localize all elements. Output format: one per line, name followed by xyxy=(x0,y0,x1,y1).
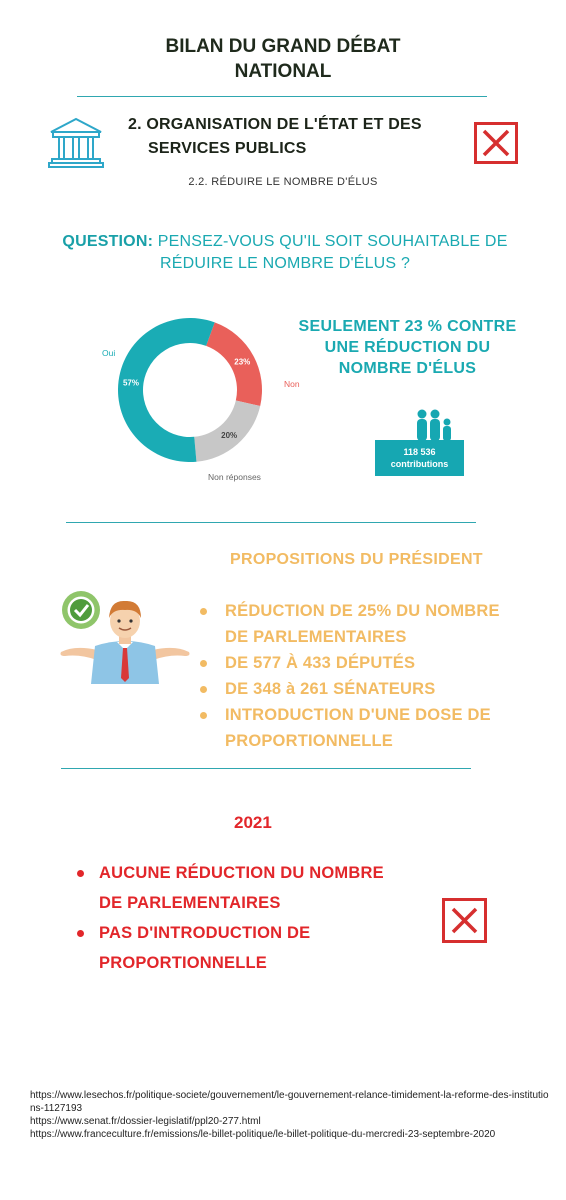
contributions-badge xyxy=(375,440,464,476)
contributions-count: 118 536 xyxy=(403,447,436,457)
cross-box-icon xyxy=(474,122,518,164)
source-link[interactable]: https://www.lesechos.fr/politique-societe/gouvernement/le-gouvernement-relance-timidement-la-reforme-des-institutions-1127193 xyxy=(30,1090,549,1114)
chart-category-label: Oui xyxy=(102,348,116,358)
president-proposals-list xyxy=(200,598,500,754)
chart-category-label: Non réponses xyxy=(208,472,261,482)
section-title-line1: 2. ORGANISATION DE L'ÉTAT ET DES xyxy=(128,116,422,133)
section-subtitle: 2.2. RÉDUIRE LE NOMBRE D'ÉLUS xyxy=(188,176,378,188)
list-item: RÉDUCTION DE 25% DU NOMBRE DE PARLEMENTAIRES xyxy=(200,598,500,650)
government-building-icon xyxy=(47,117,105,169)
result-year: 2021 xyxy=(234,813,272,832)
approving-man-icon xyxy=(55,590,195,690)
bullet-icon xyxy=(200,660,207,667)
list-item: PAS D'INTRODUCTION DE PROPORTIONNELLE xyxy=(77,918,384,978)
list-item: DE 348 à 261 SÉNATEURS xyxy=(200,676,500,702)
page-title xyxy=(0,34,566,84)
highlight-line1: SEULEMENT 23 % CONTRE xyxy=(298,318,517,335)
chart-category-label: Non xyxy=(284,379,300,389)
divider xyxy=(66,522,476,523)
list-item: DE 577 À 433 DÉPUTÉS xyxy=(200,650,500,676)
question-label: QUESTION: xyxy=(62,233,154,250)
sources xyxy=(30,1089,550,1141)
bullet-icon xyxy=(200,686,207,693)
question-text-line1: PENSEZ-VOUS QU'IL SOIT SOUHAITABLE DE xyxy=(153,233,508,250)
bullet-icon xyxy=(200,712,207,719)
bullet-icon xyxy=(200,608,207,615)
list-item: AUCUNE RÉDUCTION DU NOMBRE DE PARLEMENTAIRES xyxy=(77,858,384,918)
page-title-line1: BILAN DU GRAND DÉBAT xyxy=(165,36,401,57)
source-link[interactable]: https://www.senat.fr/dossier-legislatif/ppl20-277.html xyxy=(30,1116,261,1127)
cross-icon xyxy=(445,901,484,940)
source-link[interactable]: https://www.franceculture.fr/emissions/le-billet-politique/le-billet-politique-du-mercredi-23-septembre-2020 xyxy=(30,1129,496,1140)
section-title-line2: SERVICES PUBLICS xyxy=(148,140,307,157)
people-icon xyxy=(412,409,456,441)
page-title-line2: NATIONAL xyxy=(234,61,332,82)
question-line1 xyxy=(40,231,530,253)
result-list xyxy=(77,858,384,978)
chart-value-label-non-reponses: 20% xyxy=(221,430,238,440)
divider xyxy=(77,96,487,97)
donut-chart xyxy=(90,305,300,485)
bullet-icon xyxy=(77,930,84,937)
cross-box-icon xyxy=(442,898,487,943)
highlight-statement xyxy=(290,316,525,379)
chart-value-label-non: 23% xyxy=(234,357,251,367)
chart-value-label-oui: 57% xyxy=(122,378,140,388)
bullet-icon xyxy=(77,870,84,877)
section-title xyxy=(128,113,458,161)
question-text-line2: RÉDUIRE LE NOMBRE D'ÉLUS ? xyxy=(159,255,411,272)
list-item: INTRODUCTION D'UNE DOSE DE PROPORTIONNELLE xyxy=(200,702,500,754)
highlight-line3: NOMBRE D'ÉLUS xyxy=(338,360,477,377)
question xyxy=(40,231,530,275)
divider xyxy=(61,768,471,769)
highlight-line2: UNE RÉDUCTION DU xyxy=(324,339,491,356)
contributions-label: contributions xyxy=(390,459,449,469)
president-proposals-title: PROPOSITIONS DU PRÉSIDENT xyxy=(230,551,483,568)
cross-icon xyxy=(477,125,515,161)
